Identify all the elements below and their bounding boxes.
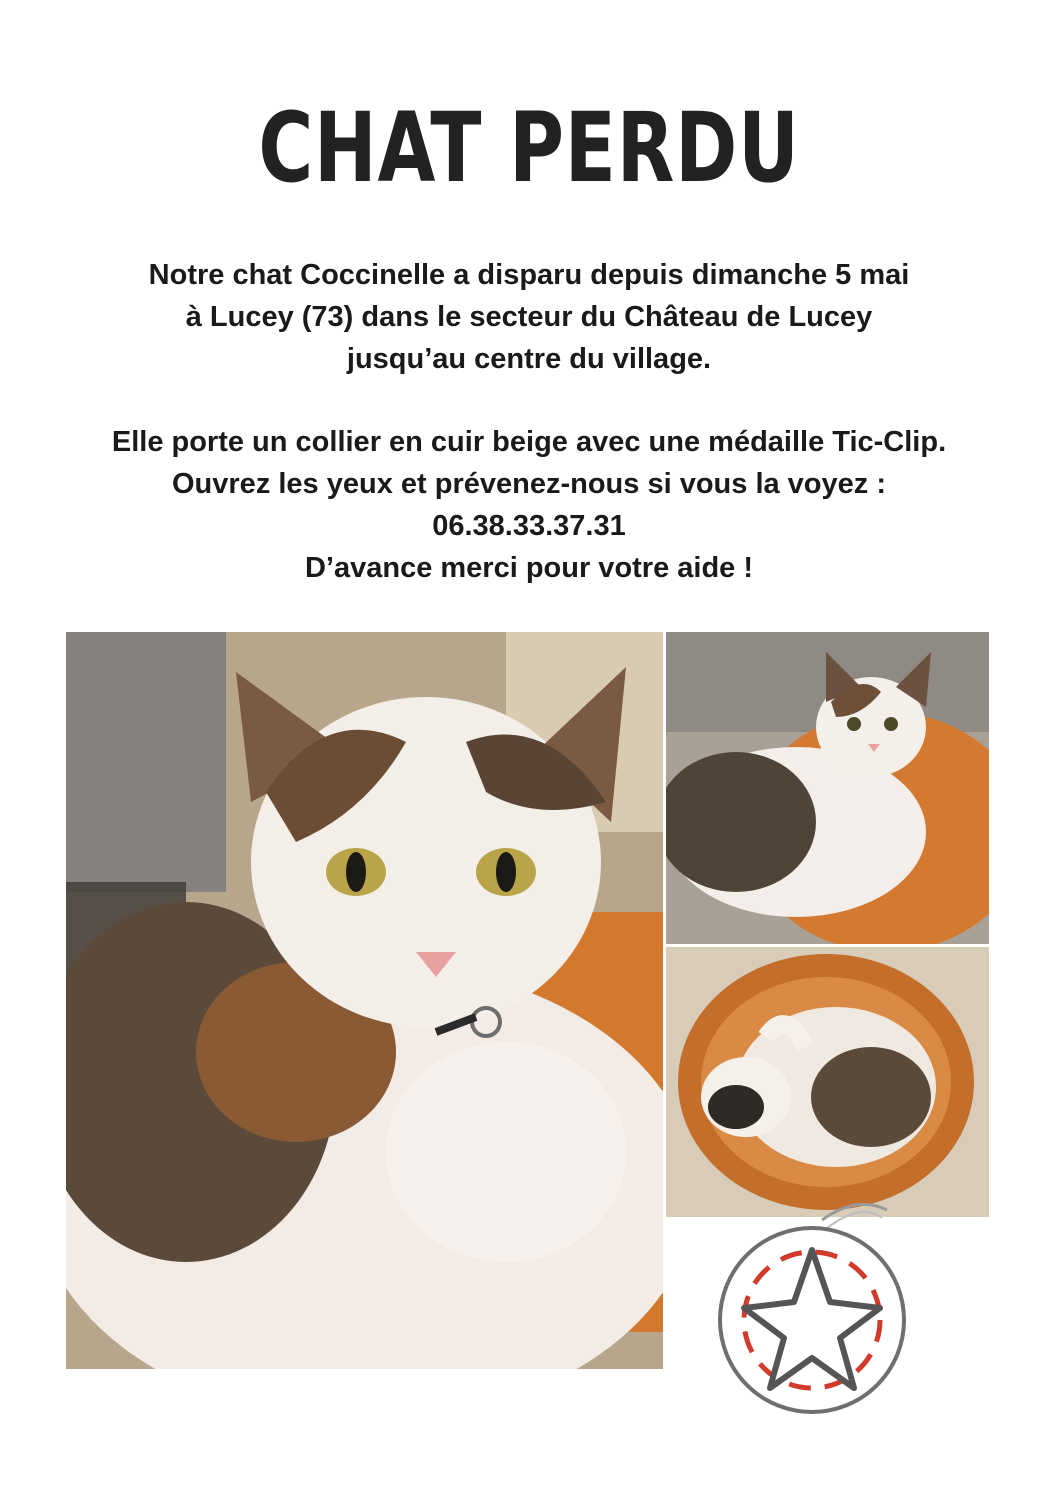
tic-clip-medal-icon: [712, 1190, 912, 1426]
description-paragraph: [0, 254, 1058, 380]
description-line: jusqu’au centre du village.: [346, 343, 712, 375]
contact-request-line: Ouvrez les yeux et prévenez-nous si vous la voyez :: [172, 468, 886, 500]
cat-portrait-illustration: [66, 632, 663, 1369]
page-title: CHAT PERDU: [258, 92, 800, 204]
thanks-line: D’avance merci pour votre aide !: [304, 552, 754, 584]
cat-lying-illustration: [666, 632, 989, 944]
collar-description-line: Elle porte un collier en cuir beige avec une médaille Tic-Clip.: [111, 426, 947, 458]
cat-curled-in-basket-photo: [666, 947, 989, 1217]
description-line: à Lucey (73) dans le secteur du Château de Lucey: [185, 301, 873, 333]
description-line: Notre chat Coccinelle a disparu depuis dimanche 5 mai: [148, 259, 910, 291]
cat-lying-on-cushion-photo: [666, 632, 989, 944]
phone-number: 06.38.33.37.31: [432, 510, 626, 542]
contact-paragraph: [0, 421, 1058, 589]
cat-portrait-photo: [66, 632, 663, 1369]
cat-curled-illustration: [666, 947, 989, 1217]
